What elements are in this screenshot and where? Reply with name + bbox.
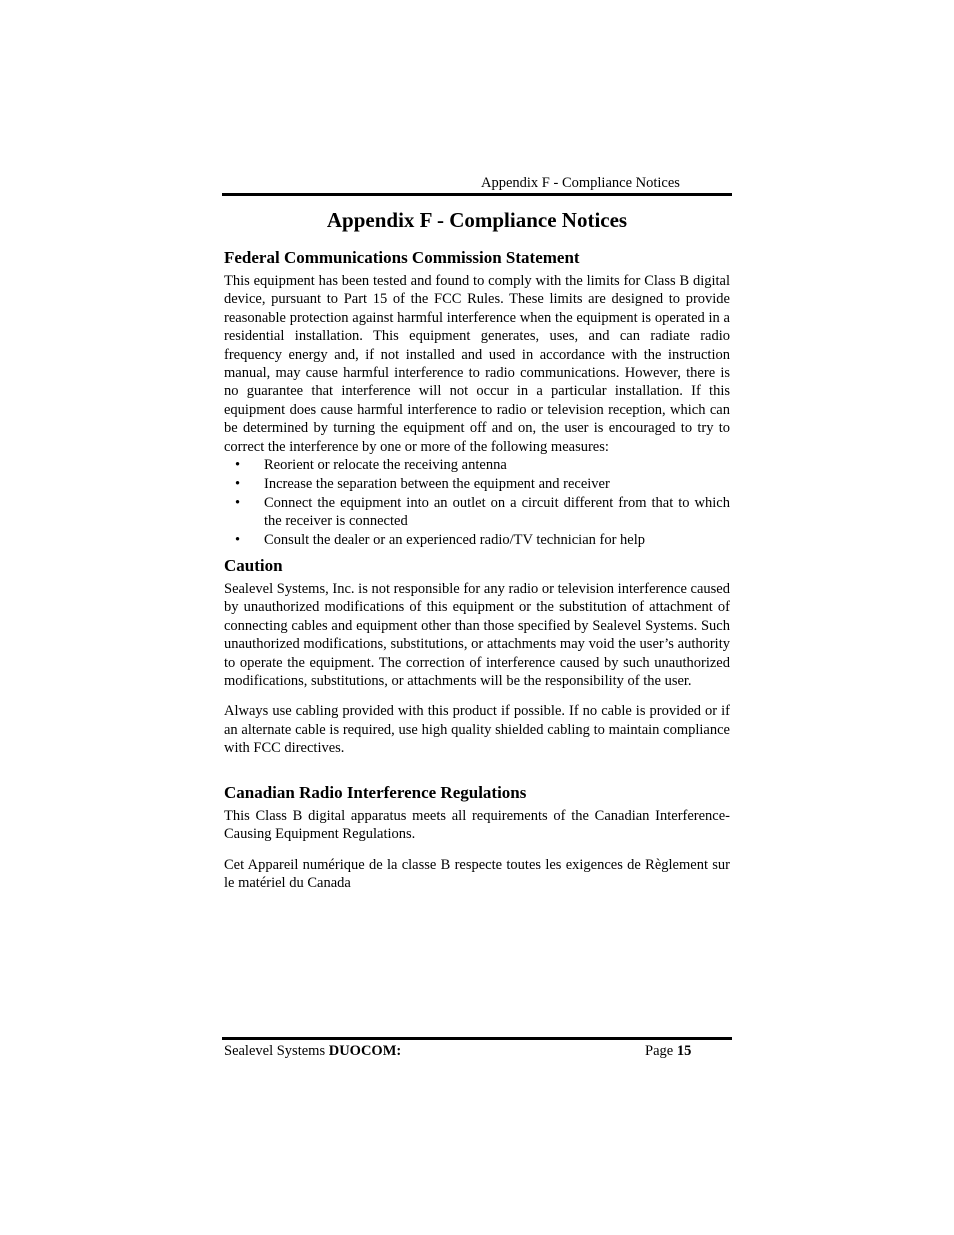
list-item: • Connect the equipment into an outlet on a circuit different from that to which the receiver is connected [224, 494, 730, 532]
header-rule [222, 193, 732, 196]
running-header: Appendix F - Compliance Notices [481, 175, 680, 191]
cabling-paragraph: Always use cabling provided with this product if possible. If no cable is provided or if an alternate cable is required, use high quality shielded cabling to maintain compliance with FCC directives. [224, 703, 730, 757]
canadian-english-paragraph: This Class B digital apparatus meets all requirements of the Canadian Interference-Causing Equipment Regulations. [224, 807, 730, 843]
footer-page [645, 1042, 691, 1060]
footer-rule [222, 1037, 732, 1040]
list-item: • Reorient or relocate the receiving antenna [224, 456, 730, 475]
canadian-french-paragraph: Cet Appareil numérique de la classe B respecte toutes les exigences de Règlement sur le matériel du Canada [224, 856, 730, 891]
footer-page-number: 15 [676, 1043, 692, 1059]
page-content [224, 204, 730, 892]
caution-heading: Caution [224, 556, 283, 576]
footer-company: Sealevel Systems [224, 1043, 326, 1059]
fcc-heading: Federal Communications Commission Statement [224, 248, 580, 267]
page-title: Appendix F - Compliance Notices [326, 208, 628, 232]
caution-paragraph: Sealevel Systems, Inc. is not responsible for any radio or television interference caused by unauthorized modifications of this equipment or the substitution of attachment of connecting cables and equipment other than those specified by Sealevel Systems. Such unauthorized modifications, substitutions, or attachments may void the user’s authority to operate the equipment. The correction of interference caused by such unauthorized modifications, substitutions, or attachments will be the responsibility of the user. [224, 581, 730, 690]
footer-product [224, 1042, 401, 1060]
list-item: • Consult the dealer or an experienced radio/TV technician for help [224, 531, 730, 550]
canadian-heading: Canadian Radio Interference Regulations [224, 782, 527, 802]
footer-page-label: Page [645, 1043, 674, 1059]
list-item: • Increase the separation between the equipment and receiver [224, 475, 730, 494]
footer-product-name: DUOCOM: [328, 1043, 402, 1059]
fcc-measures-list [224, 456, 730, 550]
fcc-paragraph: This equipment has been tested and found to comply with the limits for Class B digital device, pursuant to Part 15 of the FCC Rules. These limits are designed to provide reasonable protection against harmful interference when the equipment is operated in a residential installation. This equipment generates, uses, and can radiate radio frequency energy and, if not installed and used in accordance with the instruction manual, may cause harmful interference to radio communications. However, there is no guarantee that interference will not occur in a particular installation. If this equipment does cause harmful interference to radio or television reception, which can be determined by turning the equipment off and on, the user is encouraged to try to correct the interference by one or more of the following measures: [224, 273, 730, 455]
